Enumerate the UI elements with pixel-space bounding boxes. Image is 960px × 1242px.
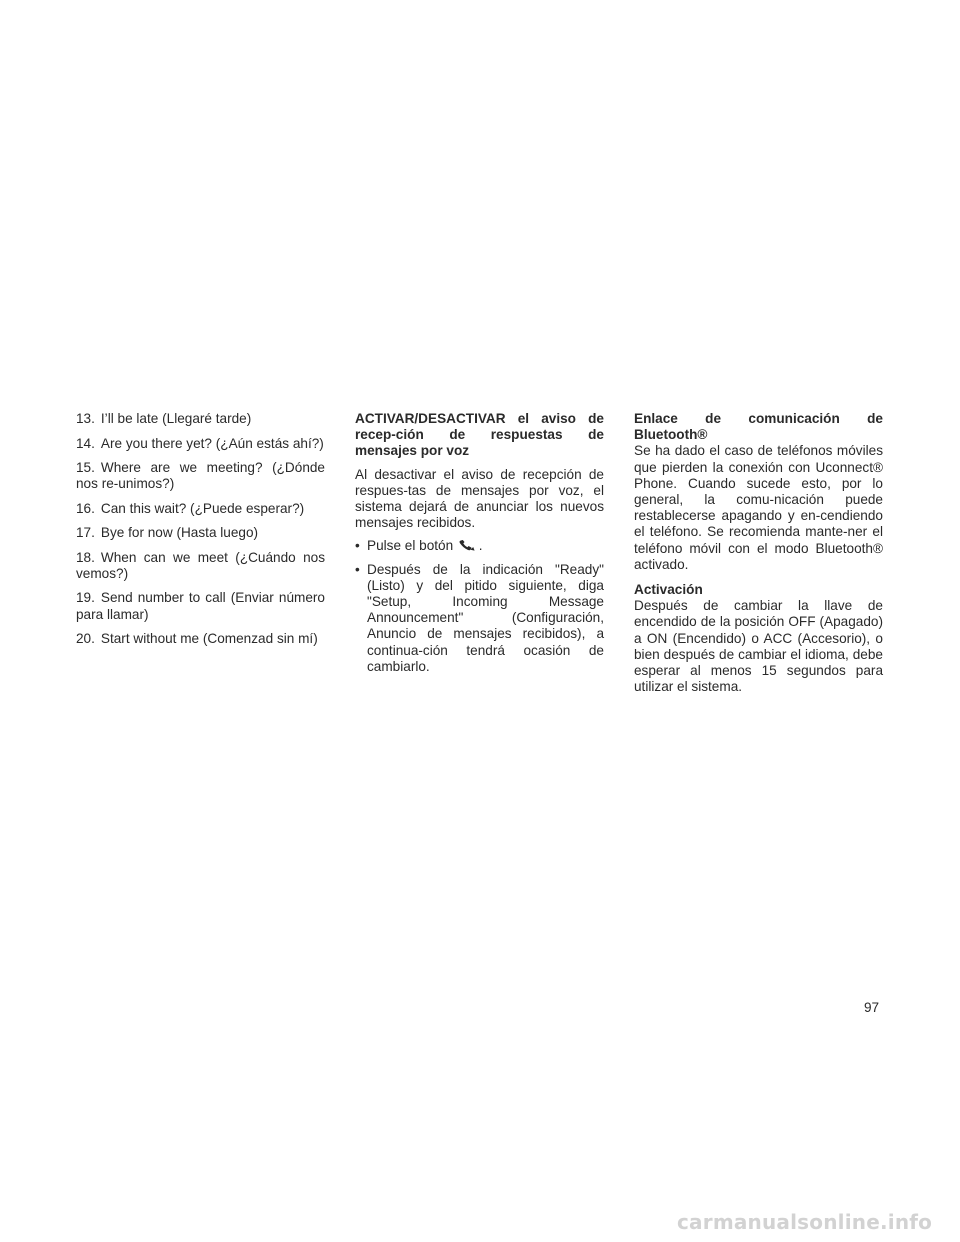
activation-paragraph: Después de cambiar la llave de encendido de la posición OFF (Apagado) a ON (Encendido) o ACC (Accesorio), o bien después de cambiar el idioma, debe esperar al menos 15 segundos para utilizar el sistema. <box>634 598 883 695</box>
phone-icon <box>459 540 475 551</box>
list-item <box>76 525 325 541</box>
bluetooth-heading: Enlace de comunicación de Bluetooth® <box>634 411 883 443</box>
bullet-icon: • <box>355 561 360 577</box>
bullet-text: Después de la indicación "Ready" (Listo) y del pitido siguiente, diga "Setup, Incoming Message Announcement" (Configuración, Anuncio de mensajes recibidos), a continua-ción tendrá ocasión de cambiarlo. <box>367 561 604 674</box>
list-item <box>76 436 325 452</box>
bullet-suffix: . <box>478 538 483 554</box>
item-text: I’ll be late (Llegaré tarde) <box>100 411 252 426</box>
middle-column <box>355 411 604 682</box>
bluetooth-paragraph: Se ha dado el caso de teléfonos móviles que pierden la conexión con Uconnect® Phone. Cuando sucede esto, por lo general, la comu-nicación puede restablecerse apagando y en-cendiendo el teléfono. Se recomienda mante-ner el teléfono móvil con el modo Bluetooth® activado. <box>634 443 883 572</box>
item-number: 17. <box>76 525 95 541</box>
watermark: carmanualsonline.info <box>677 1210 933 1234</box>
item-number: 19. <box>76 590 95 606</box>
item-number: 15. <box>76 460 95 475</box>
list-item <box>76 631 325 647</box>
page-number: 97 <box>864 1000 880 1015</box>
section-paragraph: Al desactivar el aviso de recepción de respues-tas de mensajes por voz, el sistema dejará de anunciar los nuevos mensajes recibidos. <box>355 466 604 531</box>
item-text: Start without me (Comenzad sin mí) <box>100 631 318 647</box>
item-number: 18. <box>76 549 95 565</box>
bullet-icon: • <box>355 538 360 554</box>
right-column <box>634 411 883 704</box>
activation-heading: Activación <box>634 582 703 598</box>
section-heading: ACTIVAR/DESACTIVAR el aviso de recep-ción de respuestas de mensajes por voz <box>355 411 604 459</box>
instruction-list <box>355 538 604 675</box>
item-text: Are you there yet? (¿Aún estás ahí?) <box>100 435 324 451</box>
item-text: Bye for now (Hasta luego) <box>100 525 259 541</box>
item-text: Where are we meeting? (¿Dónde nos re-unimos?) <box>76 460 325 492</box>
list-item <box>76 411 325 427</box>
item-number: 14. <box>76 435 95 451</box>
bullet-text: Pulse el botón <box>367 538 454 554</box>
list-item <box>355 562 604 675</box>
list-item <box>355 538 604 554</box>
item-text: Send number to call (Enviar número para llamar) <box>76 590 325 622</box>
left-column <box>76 411 325 656</box>
list-item <box>76 590 325 622</box>
item-text: Can this wait? (¿Puede esperar?) <box>100 500 305 516</box>
item-text: When can we meet (¿Cuándo nos vemos?) <box>76 549 325 581</box>
list-item <box>76 460 325 492</box>
list-item <box>76 550 325 582</box>
item-number: 20. <box>76 631 95 647</box>
item-number: 13. <box>76 411 95 426</box>
item-number: 16. <box>76 500 95 516</box>
list-item <box>76 501 325 517</box>
